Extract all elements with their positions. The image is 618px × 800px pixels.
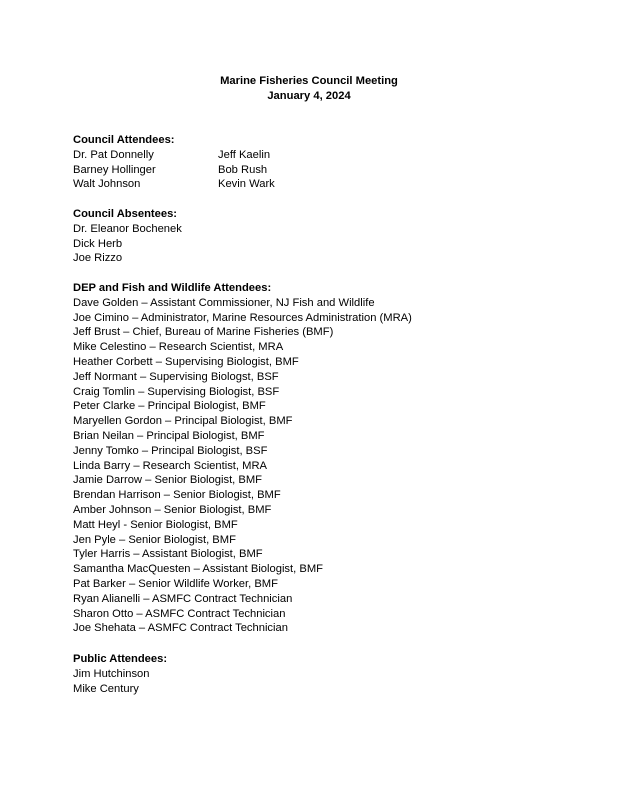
attendee-name: Kevin Wark [218,178,275,191]
absentee-name: Joe Rizzo [73,252,123,265]
council-attendees-col-2 [218,148,275,192]
staff-entry: Joe Cimino – Administrator, Marine Resources Administration (MRA) [73,311,412,324]
staff-entry: Jeff Normant – Supervising Biologst, BSF [73,370,279,383]
staff-entry: Pat Barker – Senior Wildlife Worker, BMF [73,577,278,590]
staff-entry: Sharon Otto – ASMFC Contract Technician [73,607,286,620]
staff-entry: Dave Golden – Assistant Commissioner, NJ Fish and Wildlife [73,296,375,309]
staff-entry: Maryellen Gordon – Principal Biologist, BMF [73,415,293,428]
staff-entry: Tyler Harris – Assistant Biologist, BMF [73,548,263,561]
staff-entry: Amber Johnson – Senior Biologist, BMF [73,503,272,516]
staff-entry: Linda Barry – Research Scientist, MRA [73,459,267,472]
staff-entry: Craig Tomlin – Supervising Biologist, BSF [73,385,280,398]
staff-entry: Mike Celestino – Research Scientist, MRA [73,341,284,354]
council-attendees-section [73,133,275,192]
council-attendees-columns [73,148,275,192]
dep-attendees-section [73,281,412,636]
staff-entry: Jen Pyle – Senior Biologist, BMF [73,533,236,546]
attendee-name: Barney Hollinger [73,163,156,176]
public-attendee-name: Jim Hutchinson [73,667,150,680]
public-attendees-section [73,652,167,696]
staff-entry: Joe Shehata – ASMFC Contract Technician [73,622,288,635]
staff-entry: Brian Neilan – Principal Biologist, BMF [73,429,265,442]
public-attendee-name: Mike Century [73,682,139,695]
staff-entry: Samantha MacQuesten – Assistant Biologist, BMF [73,563,323,576]
staff-entry: Jenny Tomko – Principal Biologist, BSF [73,444,268,457]
council-absentees-section [73,207,182,266]
attendee-name: Walt Johnson [73,178,141,191]
staff-entry: Brendan Harrison – Senior Biologist, BMF [73,489,281,502]
attendee-name: Jeff Kaelin [218,148,271,161]
dep-attendees-heading: DEP and Fish and Wildlife Attendees: [73,282,272,294]
staff-entry: Peter Clarke – Principal Biologist, BMF [73,400,266,413]
staff-entry: Jamie Darrow – Senior Biologist, BMF [73,474,263,487]
council-absentees-heading: Council Absentees: [73,208,178,220]
document-date: January 4, 2024 [267,90,351,102]
absentee-name: Dr. Eleanor Bochenek [73,222,182,235]
staff-entry: Matt Heyl - Senior Biologist, BMF [73,518,238,531]
public-attendees-heading: Public Attendees: [73,653,168,665]
absentee-name: Dick Herb [73,237,123,250]
staff-entry: Ryan Alianelli – ASMFC Contract Technician [73,592,293,605]
attendee-name: Dr. Pat Donnelly [73,148,154,161]
attendee-name: Bob Rush [218,163,268,176]
staff-entry: Heather Corbett – Supervising Biologist, BMF [73,355,299,368]
council-attendees-col-1 [73,148,218,192]
staff-entry: Jeff Brust – Chief, Bureau of Marine Fisheries (BMF) [73,326,334,339]
council-attendees-heading: Council Attendees: [73,134,175,146]
document-title: Marine Fisheries Council Meeting [220,75,398,87]
